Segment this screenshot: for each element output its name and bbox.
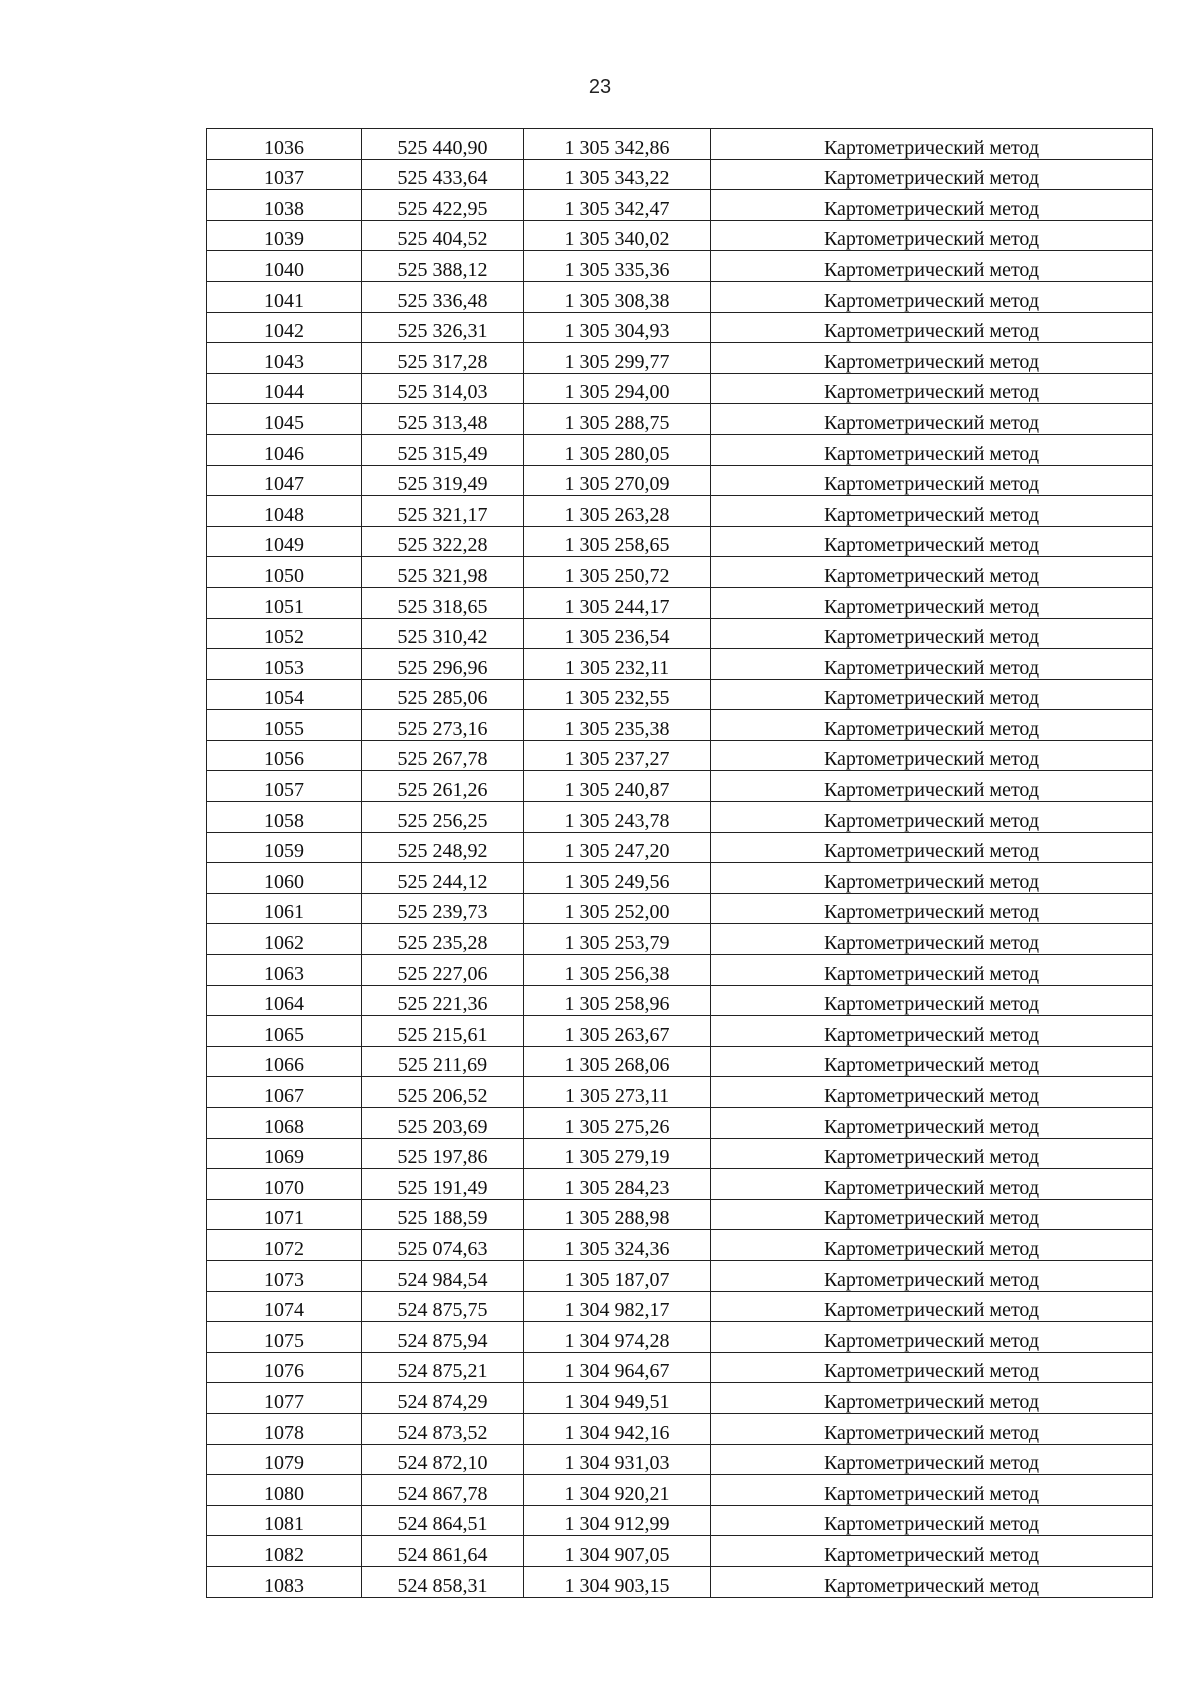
table-row — [207, 832, 1153, 863]
x-coordinate-cell: 525 313,48 — [362, 404, 524, 435]
y-coordinate-cell: 1 305 258,96 — [524, 985, 711, 1016]
method-cell: Картометрический метод — [711, 1199, 1153, 1230]
method-cell: Картометрический метод — [711, 1383, 1153, 1414]
table-row — [207, 802, 1153, 833]
x-coordinate-cell: 525 318,65 — [362, 587, 524, 618]
method-cell: Картометрический метод — [711, 220, 1153, 251]
x-coordinate-cell: 525 388,12 — [362, 251, 524, 282]
method-cell: Картометрический метод — [711, 1016, 1153, 1047]
y-coordinate-cell: 1 305 187,07 — [524, 1260, 711, 1291]
x-coordinate-cell: 525 215,61 — [362, 1016, 524, 1047]
point-number-cell: 1037 — [207, 159, 362, 190]
y-coordinate-cell: 1 305 288,98 — [524, 1199, 711, 1230]
method-cell: Картометрический метод — [711, 434, 1153, 465]
table-row — [207, 404, 1153, 435]
y-coordinate-cell: 1 304 903,15 — [524, 1566, 711, 1597]
table-row — [207, 312, 1153, 343]
table-row — [207, 1383, 1153, 1414]
x-coordinate-cell: 525 235,28 — [362, 924, 524, 955]
table-row — [207, 1230, 1153, 1261]
y-coordinate-cell: 1 305 253,79 — [524, 924, 711, 955]
table-row — [207, 1536, 1153, 1567]
point-number-cell: 1057 — [207, 771, 362, 802]
y-coordinate-cell: 1 305 268,06 — [524, 1046, 711, 1077]
x-coordinate-cell: 525 296,96 — [362, 649, 524, 680]
method-cell: Картометрический метод — [711, 1566, 1153, 1597]
point-number-cell: 1045 — [207, 404, 362, 435]
x-coordinate-cell: 525 074,63 — [362, 1230, 524, 1261]
x-coordinate-cell: 524 875,94 — [362, 1322, 524, 1353]
method-cell: Картометрический метод — [711, 618, 1153, 649]
point-number-cell: 1076 — [207, 1352, 362, 1383]
y-coordinate-cell: 1 305 308,38 — [524, 281, 711, 312]
table-row — [207, 1199, 1153, 1230]
method-cell: Картометрический метод — [711, 1108, 1153, 1139]
point-number-cell: 1053 — [207, 649, 362, 680]
point-number-cell: 1062 — [207, 924, 362, 955]
x-coordinate-cell: 524 875,21 — [362, 1352, 524, 1383]
table-row — [207, 1566, 1153, 1597]
y-coordinate-cell: 1 305 263,67 — [524, 1016, 711, 1047]
y-coordinate-cell: 1 305 270,09 — [524, 465, 711, 496]
y-coordinate-cell: 1 305 232,55 — [524, 679, 711, 710]
table-row — [207, 649, 1153, 680]
table-row — [207, 1108, 1153, 1139]
method-cell: Картометрический метод — [711, 1475, 1153, 1506]
y-coordinate-cell: 1 305 340,02 — [524, 220, 711, 251]
x-coordinate-cell: 525 188,59 — [362, 1199, 524, 1230]
method-cell: Картометрический метод — [711, 251, 1153, 282]
x-coordinate-cell: 525 273,16 — [362, 710, 524, 741]
point-number-cell: 1036 — [207, 129, 362, 160]
x-coordinate-cell: 524 873,52 — [362, 1413, 524, 1444]
method-cell: Картометрический метод — [711, 1413, 1153, 1444]
x-coordinate-cell: 525 206,52 — [362, 1077, 524, 1108]
method-cell: Картометрический метод — [711, 159, 1153, 190]
x-coordinate-cell: 525 203,69 — [362, 1108, 524, 1139]
table-row — [207, 1413, 1153, 1444]
method-cell: Картометрический метод — [711, 893, 1153, 924]
x-coordinate-cell: 525 336,48 — [362, 281, 524, 312]
method-cell: Картометрический метод — [711, 1505, 1153, 1536]
method-cell: Картометрический метод — [711, 679, 1153, 710]
method-cell: Картометрический метод — [711, 1444, 1153, 1475]
y-coordinate-cell: 1 305 256,38 — [524, 955, 711, 986]
point-number-cell: 1056 — [207, 740, 362, 771]
table-row — [207, 465, 1153, 496]
point-number-cell: 1040 — [207, 251, 362, 282]
method-cell: Картометрический метод — [711, 373, 1153, 404]
table-row — [207, 496, 1153, 527]
table-row — [207, 587, 1153, 618]
x-coordinate-cell: 525 261,26 — [362, 771, 524, 802]
method-cell: Картометрический метод — [711, 771, 1153, 802]
point-number-cell: 1041 — [207, 281, 362, 312]
y-coordinate-cell: 1 304 974,28 — [524, 1322, 711, 1353]
x-coordinate-cell: 525 248,92 — [362, 832, 524, 863]
y-coordinate-cell: 1 304 982,17 — [524, 1291, 711, 1322]
x-coordinate-cell: 525 310,42 — [362, 618, 524, 649]
y-coordinate-cell: 1 305 258,65 — [524, 526, 711, 557]
point-number-cell: 1058 — [207, 802, 362, 833]
x-coordinate-cell: 525 227,06 — [362, 955, 524, 986]
x-coordinate-cell: 525 197,86 — [362, 1138, 524, 1169]
x-coordinate-cell: 525 191,49 — [362, 1169, 524, 1200]
y-coordinate-cell: 1 305 324,36 — [524, 1230, 711, 1261]
method-cell: Картометрический метод — [711, 404, 1153, 435]
y-coordinate-cell: 1 304 912,99 — [524, 1505, 711, 1536]
table-row — [207, 1077, 1153, 1108]
method-cell: Картометрический метод — [711, 1352, 1153, 1383]
point-number-cell: 1071 — [207, 1199, 362, 1230]
point-number-cell: 1047 — [207, 465, 362, 496]
point-number-cell: 1065 — [207, 1016, 362, 1047]
method-cell: Картометрический метод — [711, 740, 1153, 771]
y-coordinate-cell: 1 304 920,21 — [524, 1475, 711, 1506]
method-cell: Картометрический метод — [711, 496, 1153, 527]
point-number-cell: 1079 — [207, 1444, 362, 1475]
y-coordinate-cell: 1 305 279,19 — [524, 1138, 711, 1169]
x-coordinate-cell: 525 315,49 — [362, 434, 524, 465]
table-row — [207, 1260, 1153, 1291]
y-coordinate-cell: 1 304 907,05 — [524, 1536, 711, 1567]
point-number-cell: 1051 — [207, 587, 362, 618]
table-row — [207, 251, 1153, 282]
x-coordinate-cell: 525 221,36 — [362, 985, 524, 1016]
x-coordinate-cell: 524 861,64 — [362, 1536, 524, 1567]
table-row — [207, 190, 1153, 221]
point-number-cell: 1083 — [207, 1566, 362, 1597]
method-cell: Картометрический метод — [711, 190, 1153, 221]
method-cell: Картометрический метод — [711, 1138, 1153, 1169]
y-coordinate-cell: 1 305 236,54 — [524, 618, 711, 649]
point-number-cell: 1075 — [207, 1322, 362, 1353]
x-coordinate-cell: 524 864,51 — [362, 1505, 524, 1536]
point-number-cell: 1039 — [207, 220, 362, 251]
point-number-cell: 1081 — [207, 1505, 362, 1536]
table-row — [207, 771, 1153, 802]
table-row — [207, 679, 1153, 710]
table-row — [207, 1046, 1153, 1077]
point-number-cell: 1046 — [207, 434, 362, 465]
point-number-cell: 1061 — [207, 893, 362, 924]
table-row — [207, 618, 1153, 649]
x-coordinate-cell: 524 867,78 — [362, 1475, 524, 1506]
point-number-cell: 1080 — [207, 1475, 362, 1506]
point-number-cell: 1078 — [207, 1413, 362, 1444]
y-coordinate-cell: 1 304 949,51 — [524, 1383, 711, 1414]
point-number-cell: 1048 — [207, 496, 362, 527]
point-number-cell: 1073 — [207, 1260, 362, 1291]
point-number-cell: 1068 — [207, 1108, 362, 1139]
method-cell: Картометрический метод — [711, 343, 1153, 374]
table-row — [207, 955, 1153, 986]
x-coordinate-cell: 525 239,73 — [362, 893, 524, 924]
point-number-cell: 1069 — [207, 1138, 362, 1169]
point-number-cell: 1044 — [207, 373, 362, 404]
table-row — [207, 129, 1153, 160]
y-coordinate-cell: 1 305 343,22 — [524, 159, 711, 190]
x-coordinate-cell: 525 256,25 — [362, 802, 524, 833]
y-coordinate-cell: 1 304 964,67 — [524, 1352, 711, 1383]
table-row — [207, 1291, 1153, 1322]
method-cell: Картометрический метод — [711, 281, 1153, 312]
point-number-cell: 1038 — [207, 190, 362, 221]
y-coordinate-cell: 1 305 244,17 — [524, 587, 711, 618]
table-row — [207, 1444, 1153, 1475]
x-coordinate-cell: 524 875,75 — [362, 1291, 524, 1322]
method-cell: Картометрический метод — [711, 1230, 1153, 1261]
y-coordinate-cell: 1 305 243,78 — [524, 802, 711, 833]
table-row — [207, 526, 1153, 557]
point-number-cell: 1042 — [207, 312, 362, 343]
y-coordinate-cell: 1 305 252,00 — [524, 893, 711, 924]
x-coordinate-cell: 525 433,64 — [362, 159, 524, 190]
x-coordinate-cell: 524 874,29 — [362, 1383, 524, 1414]
table-row — [207, 434, 1153, 465]
x-coordinate-cell: 525 321,17 — [362, 496, 524, 527]
x-coordinate-cell: 525 267,78 — [362, 740, 524, 771]
method-cell: Картометрический метод — [711, 710, 1153, 741]
method-cell: Картометрический метод — [711, 649, 1153, 680]
method-cell: Картометрический метод — [711, 955, 1153, 986]
point-number-cell: 1043 — [207, 343, 362, 374]
x-coordinate-cell: 525 319,49 — [362, 465, 524, 496]
method-cell: Картометрический метод — [711, 802, 1153, 833]
table-row — [207, 985, 1153, 1016]
point-number-cell: 1070 — [207, 1169, 362, 1200]
method-cell: Картометрический метод — [711, 1046, 1153, 1077]
point-number-cell: 1049 — [207, 526, 362, 557]
table-row — [207, 373, 1153, 404]
y-coordinate-cell: 1 305 284,23 — [524, 1169, 711, 1200]
page-number: 23 — [588, 76, 612, 98]
table-row — [207, 863, 1153, 894]
table-row — [207, 924, 1153, 955]
table-row — [207, 1352, 1153, 1383]
y-coordinate-cell: 1 305 294,00 — [524, 373, 711, 404]
x-coordinate-cell: 524 872,10 — [362, 1444, 524, 1475]
table-row — [207, 710, 1153, 741]
method-cell: Картометрический метод — [711, 1260, 1153, 1291]
method-cell: Картометрический метод — [711, 1536, 1153, 1567]
x-coordinate-cell: 525 440,90 — [362, 129, 524, 160]
y-coordinate-cell: 1 305 247,20 — [524, 832, 711, 863]
point-number-cell: 1074 — [207, 1291, 362, 1322]
x-coordinate-cell: 525 314,03 — [362, 373, 524, 404]
method-cell: Картометрический метод — [711, 1169, 1153, 1200]
x-coordinate-cell: 525 211,69 — [362, 1046, 524, 1077]
point-number-cell: 1082 — [207, 1536, 362, 1567]
x-coordinate-cell: 525 321,98 — [362, 557, 524, 588]
y-coordinate-cell: 1 305 237,27 — [524, 740, 711, 771]
point-number-cell: 1066 — [207, 1046, 362, 1077]
x-coordinate-cell: 525 244,12 — [362, 863, 524, 894]
method-cell: Картометрический метод — [711, 1322, 1153, 1353]
method-cell: Картометрический метод — [711, 557, 1153, 588]
method-cell: Картометрический метод — [711, 985, 1153, 1016]
method-cell: Картометрический метод — [711, 863, 1153, 894]
y-coordinate-cell: 1 305 335,36 — [524, 251, 711, 282]
x-coordinate-cell: 524 984,54 — [362, 1260, 524, 1291]
y-coordinate-cell: 1 305 299,77 — [524, 343, 711, 374]
table-row — [207, 1016, 1153, 1047]
method-cell: Картометрический метод — [711, 832, 1153, 863]
point-number-cell: 1050 — [207, 557, 362, 588]
table-body — [207, 129, 1153, 1598]
y-coordinate-cell: 1 305 280,05 — [524, 434, 711, 465]
table-row — [207, 1169, 1153, 1200]
coordinates-table — [206, 128, 1153, 1598]
point-number-cell: 1077 — [207, 1383, 362, 1414]
table-row — [207, 1505, 1153, 1536]
x-coordinate-cell: 525 326,31 — [362, 312, 524, 343]
method-cell: Картометрический метод — [711, 129, 1153, 160]
table-row — [207, 159, 1153, 190]
method-cell: Картометрический метод — [711, 312, 1153, 343]
point-number-cell: 1059 — [207, 832, 362, 863]
table-row — [207, 740, 1153, 771]
point-number-cell: 1067 — [207, 1077, 362, 1108]
x-coordinate-cell: 525 285,06 — [362, 679, 524, 710]
method-cell: Картометрический метод — [711, 1077, 1153, 1108]
y-coordinate-cell: 1 305 249,56 — [524, 863, 711, 894]
y-coordinate-cell: 1 304 931,03 — [524, 1444, 711, 1475]
x-coordinate-cell: 525 422,95 — [362, 190, 524, 221]
method-cell: Картометрический метод — [711, 587, 1153, 618]
y-coordinate-cell: 1 305 342,86 — [524, 129, 711, 160]
table-row — [207, 343, 1153, 374]
point-number-cell: 1063 — [207, 955, 362, 986]
x-coordinate-cell: 525 322,28 — [362, 526, 524, 557]
x-coordinate-cell: 525 404,52 — [362, 220, 524, 251]
table-row — [207, 1322, 1153, 1353]
y-coordinate-cell: 1 305 240,87 — [524, 771, 711, 802]
method-cell: Картометрический метод — [711, 465, 1153, 496]
y-coordinate-cell: 1 305 232,11 — [524, 649, 711, 680]
y-coordinate-cell: 1 305 273,11 — [524, 1077, 711, 1108]
y-coordinate-cell: 1 305 275,26 — [524, 1108, 711, 1139]
y-coordinate-cell: 1 305 304,93 — [524, 312, 711, 343]
y-coordinate-cell: 1 305 342,47 — [524, 190, 711, 221]
table-row — [207, 220, 1153, 251]
table-row — [207, 281, 1153, 312]
point-number-cell: 1054 — [207, 679, 362, 710]
table-row — [207, 893, 1153, 924]
method-cell: Картометрический метод — [711, 526, 1153, 557]
y-coordinate-cell: 1 304 942,16 — [524, 1413, 711, 1444]
point-number-cell: 1072 — [207, 1230, 362, 1261]
point-number-cell: 1060 — [207, 863, 362, 894]
y-coordinate-cell: 1 305 263,28 — [524, 496, 711, 527]
method-cell: Картометрический метод — [711, 924, 1153, 955]
x-coordinate-cell: 525 317,28 — [362, 343, 524, 374]
table-row — [207, 1475, 1153, 1506]
y-coordinate-cell: 1 305 288,75 — [524, 404, 711, 435]
x-coordinate-cell: 524 858,31 — [362, 1566, 524, 1597]
method-cell: Картометрический метод — [711, 1291, 1153, 1322]
point-number-cell: 1064 — [207, 985, 362, 1016]
point-number-cell: 1055 — [207, 710, 362, 741]
y-coordinate-cell: 1 305 235,38 — [524, 710, 711, 741]
point-number-cell: 1052 — [207, 618, 362, 649]
y-coordinate-cell: 1 305 250,72 — [524, 557, 711, 588]
table-row — [207, 557, 1153, 588]
table-row — [207, 1138, 1153, 1169]
